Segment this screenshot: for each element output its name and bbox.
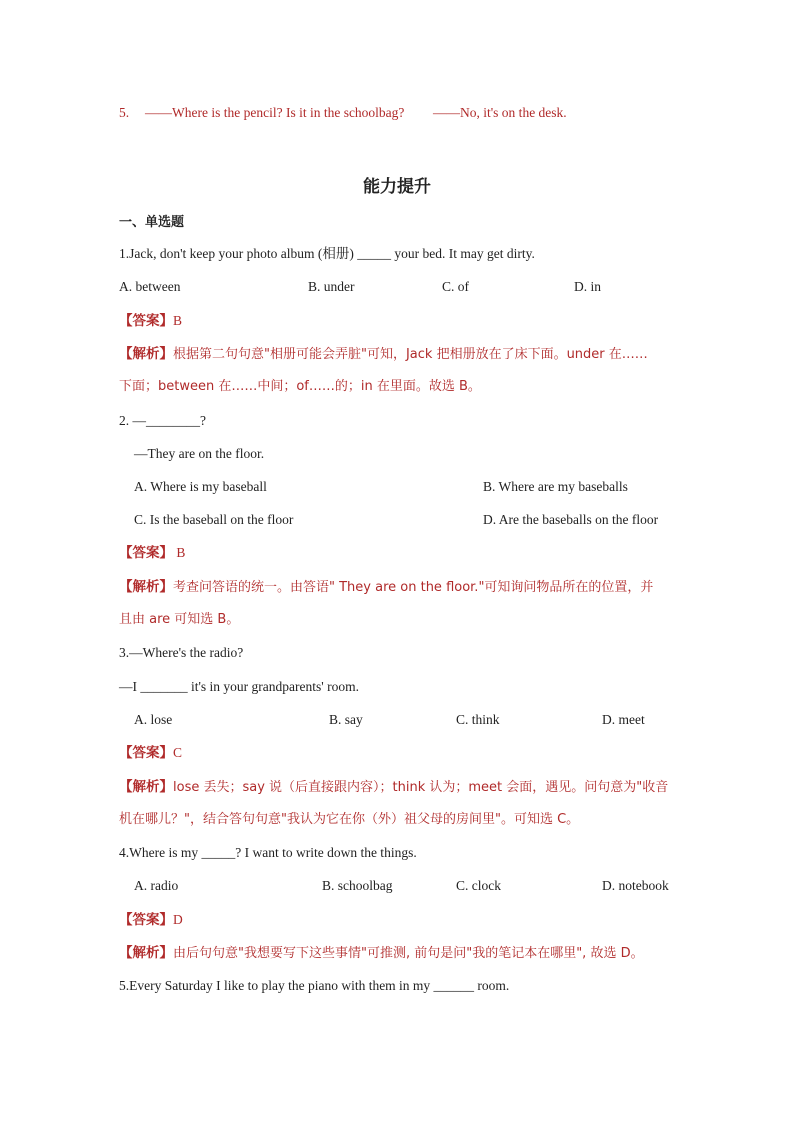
q4-analysis-text1: 由后句句意"我想要写下这些事情"可推测, 前句是问"我的笔记本在哪里", 故选 D。: [173, 946, 644, 961]
answer-label: 【答案】: [119, 745, 173, 761]
q4-answer: D: [173, 912, 183, 927]
q3-analysis-line1: [119, 778, 668, 797]
analysis-label: 【解析】: [119, 346, 173, 362]
q3-option-a: A. lose: [134, 712, 173, 727]
analysis-label: 【解析】: [119, 945, 173, 961]
q2-option-c: C. Is the baseball on the floor: [134, 512, 294, 527]
q3-reply: —I _______ it's in your grandparents' room.: [119, 679, 359, 694]
q3-analysis-text1: lose 丢失；say 说（后直接跟内容）；think 认为；meet 会面，遇见。问句意为"收音: [173, 780, 669, 795]
q1-option-c: C. of: [442, 279, 469, 294]
q1-answer: B: [173, 313, 183, 328]
q1-analysis-line1: [119, 345, 648, 364]
q2-option-a: A. Where is my baseball: [134, 479, 267, 494]
q3-option-d: D. meet: [602, 712, 645, 727]
section-title: 能力提升: [363, 177, 431, 197]
q3-option-b: B. say: [329, 712, 363, 727]
prev-item-question: ——Where is the pencil? Is it in the schoolbag?: [145, 105, 405, 120]
q1-analysis-text1: 根据第二句句意"相册可能会弄脏"可知，Jack 把相册放在了床下面。under 在……: [173, 347, 648, 362]
q1-stem: 1.Jack, don't keep your photo album (相册) _____ your bed. It may get dirty.: [119, 246, 535, 261]
prev-item-number: 5.: [119, 105, 130, 120]
q3-option-c: C. think: [456, 712, 500, 727]
q4-answer-row: [119, 911, 183, 929]
subsection-heading: 一、单选题: [119, 215, 185, 230]
q2-reply: —They are on the floor.: [134, 446, 265, 461]
prev-item-answer: ——No, it's on the desk.: [433, 105, 567, 120]
q2-stem: 2. —________?: [119, 413, 206, 428]
q2-answer: B: [173, 545, 186, 560]
q1-answer-row: [119, 312, 182, 330]
answer-label: 【答案】: [119, 313, 173, 329]
analysis-label: 【解析】: [119, 579, 173, 595]
q4-analysis-line1: [119, 944, 644, 963]
q1-option-b: B. under: [308, 279, 355, 294]
q2-analysis-line2: 且由 are 可知选 B。: [119, 612, 240, 627]
q3-analysis-line2: 机在哪儿？"，结合答句句意"我认为它在你（外）祖父母的房间里"。可知选 C。: [119, 812, 580, 827]
q4-option-a: A. radio: [134, 878, 179, 893]
q2-answer-row: [119, 544, 185, 562]
q3-stem: 3.—Where's the radio?: [119, 645, 244, 660]
q4-option-d: D. notebook: [602, 878, 669, 893]
q4-stem: 4.Where is my _____? I want to write down the things.: [119, 845, 417, 860]
q3-answer-row: [119, 744, 182, 762]
q1-analysis-line2: 下面；between 在……中间；of……的；in 在里面。故选 B。: [119, 379, 481, 394]
q2-analysis-text1: 考查问答语的统一。由答语" They are on the floor."可知询问物品所在的位置，并: [173, 580, 654, 595]
q1-option-d: D. in: [574, 279, 601, 294]
q2-option-b: B. Where are my baseballs: [483, 479, 628, 494]
q1-option-a: A. between: [119, 279, 181, 294]
answer-label: 【答案】: [119, 545, 173, 561]
q3-answer: C: [173, 745, 183, 760]
answer-label: 【答案】: [119, 912, 173, 928]
analysis-label: 【解析】: [119, 779, 173, 795]
q2-analysis-line1: [119, 578, 653, 597]
q4-option-c: C. clock: [456, 878, 501, 893]
q2-option-d: D. Are the baseballs on the floor: [483, 512, 659, 527]
q4-option-b: B. schoolbag: [322, 878, 393, 893]
q5-stem: 5.Every Saturday I like to play the piano with them in my ______ room.: [119, 978, 510, 993]
